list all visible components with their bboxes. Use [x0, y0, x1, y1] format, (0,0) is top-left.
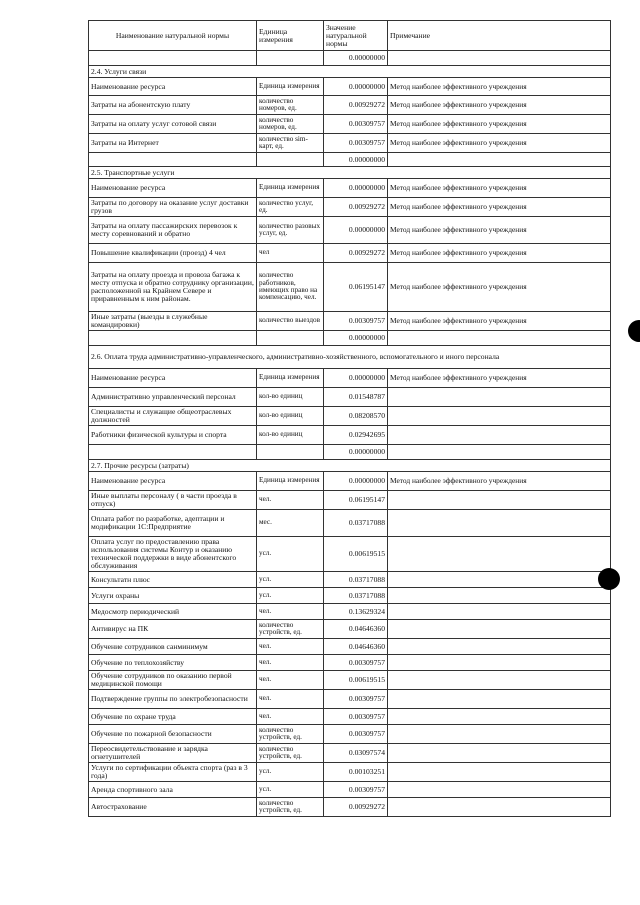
punch-hole-top — [628, 320, 640, 342]
cell-name: Антивирус на ПК — [89, 620, 257, 639]
cell-unit: Единица измерения — [257, 472, 324, 491]
norms-table-page — [88, 20, 610, 817]
cell-unit: чел. — [257, 604, 324, 620]
table-row — [89, 78, 611, 96]
cell-value: 0.02942695 — [324, 426, 388, 445]
table-row — [89, 620, 611, 639]
cell-unit — [257, 153, 324, 167]
header-value: Значение натуральной нормы — [324, 21, 388, 51]
cell-value: 0.00000000 — [324, 179, 388, 198]
cell-note — [388, 782, 611, 798]
cell-name — [89, 445, 257, 460]
cell-value: 0.03717088 — [324, 572, 388, 588]
cell-value: 0.00309757 — [324, 115, 388, 134]
table-row — [89, 510, 611, 537]
cell-note: Метод наиболее эффективного учреждения — [388, 312, 611, 331]
cell-value: 0.04646360 — [324, 639, 388, 655]
cell-name: Оплата работ по разработке, адептации и модификации 1С:Предприятие — [89, 510, 257, 537]
cell-name: Наименование ресурса — [89, 369, 257, 388]
cell-unit: количество услуг, ед. — [257, 198, 324, 217]
cell-name: Обучение сотрудников по оказанию первой медицинской помощи — [89, 671, 257, 690]
table-row — [89, 639, 611, 655]
cell-name: Обучение по охране труда — [89, 709, 257, 725]
header-name: Наименование натуральной нормы — [89, 21, 257, 51]
cell-note — [388, 588, 611, 604]
cell-note: Метод наиболее эффективного учреждения — [388, 179, 611, 198]
cell-value: 0.03097574 — [324, 744, 388, 763]
cell-name: Аренда спортивного зала — [89, 782, 257, 798]
cell-note — [388, 709, 611, 725]
cell-name: Обучение по пожарной безопасности — [89, 725, 257, 744]
table-row — [89, 537, 611, 572]
table-row — [89, 244, 611, 263]
cell-unit — [257, 331, 324, 346]
cell-name — [89, 331, 257, 346]
cell-name: Затраты на оплату проезда и провоза багажа к месту отпуска и обратно сотруднику организации, расположенной на Крайнем Севере и приравненным к ним районам. — [89, 263, 257, 312]
cell-value: 0.06195147 — [324, 263, 388, 312]
cell-value: 0.00000000 — [324, 445, 388, 460]
norms-table — [88, 20, 611, 817]
table-body — [89, 51, 611, 817]
cell-name: Затраты по договору на оказание услуг доставки грузов — [89, 198, 257, 217]
cell-value: 0.03717088 — [324, 510, 388, 537]
table-row — [89, 725, 611, 744]
cell-value: 0.00103251 — [324, 763, 388, 782]
table-row — [89, 312, 611, 331]
cell-name — [89, 153, 257, 167]
cell-note: Метод наиболее эффективного учреждения — [388, 198, 611, 217]
cell-unit: Единица измерения — [257, 179, 324, 198]
cell-name: Оплата услуг по предоставлению права использования системы Контур и оказанию технической поддержки в виде абонентского обслуживания — [89, 537, 257, 572]
section-title: 2.5. Транспортные услуги — [89, 167, 611, 179]
cell-unit: чел. — [257, 491, 324, 510]
table-row — [89, 690, 611, 709]
section-row — [89, 346, 611, 369]
cell-note: Метод наиболее эффективного учреждения — [388, 78, 611, 96]
cell-note — [388, 725, 611, 744]
cell-note — [388, 407, 611, 426]
cell-value: 0.00309757 — [324, 782, 388, 798]
cell-value: 0.08208570 — [324, 407, 388, 426]
cell-note — [388, 690, 611, 709]
cell-name: Административно управленческий персонал — [89, 388, 257, 407]
cell-note — [388, 655, 611, 671]
cell-unit: чел. — [257, 639, 324, 655]
cell-name: Затраты на абонентскую плату — [89, 96, 257, 115]
cell-value: 0.00000000 — [324, 217, 388, 244]
table-row — [89, 153, 611, 167]
cell-value: 0.04646360 — [324, 620, 388, 639]
table-row — [89, 217, 611, 244]
cell-unit: количество устройств, ед. — [257, 725, 324, 744]
cell-unit: количество sim-карт, ед. — [257, 134, 324, 153]
table-row — [89, 134, 611, 153]
table-row — [89, 51, 611, 66]
table-row — [89, 572, 611, 588]
table-row — [89, 198, 611, 217]
cell-note: Метод наиболее эффективного учреждения — [388, 263, 611, 312]
cell-name: Консультатн плюс — [89, 572, 257, 588]
table-row — [89, 744, 611, 763]
cell-value: 0.00000000 — [324, 51, 388, 66]
section-row — [89, 167, 611, 179]
table-row — [89, 115, 611, 134]
cell-name: Медосмотр периодический — [89, 604, 257, 620]
cell-note — [388, 51, 611, 66]
cell-note — [388, 620, 611, 639]
cell-note — [388, 491, 611, 510]
cell-note: Метод наиболее эффективного учреждения — [388, 134, 611, 153]
cell-name: Наименование ресурса — [89, 179, 257, 198]
cell-name: Затраты на Интернет — [89, 134, 257, 153]
cell-unit: количество выездов — [257, 312, 324, 331]
cell-unit: мес. — [257, 510, 324, 537]
section-title: 2.6. Оплата труда административно-управленческого, административно-хозяйственного, вспомогательного и иного персонала — [89, 346, 611, 369]
cell-unit: чел. — [257, 690, 324, 709]
table-row — [89, 96, 611, 115]
cell-name: Подтверждение группы по электробезопасности — [89, 690, 257, 709]
section-row — [89, 66, 611, 78]
table-row — [89, 331, 611, 346]
cell-value: 0.01548787 — [324, 388, 388, 407]
cell-note — [388, 798, 611, 817]
table-row — [89, 426, 611, 445]
cell-unit: количество устройств, ед. — [257, 744, 324, 763]
header-note: Примечание — [388, 21, 611, 51]
cell-value: 0.00619515 — [324, 671, 388, 690]
cell-note: Метод наиболее эффективного учреждения — [388, 217, 611, 244]
cell-name: Работники физической культуры и спорта — [89, 426, 257, 445]
cell-value: 0.00929272 — [324, 96, 388, 115]
section-title: 2.7. Прочие ресурсы (затраты) — [89, 460, 611, 472]
cell-unit: усл. — [257, 572, 324, 588]
table-row — [89, 782, 611, 798]
cell-note: Метод наиболее эффективного учреждения — [388, 244, 611, 263]
cell-name: Затраты на оплату пассажирских перевозок к месту соревнований и обратно — [89, 217, 257, 244]
cell-note — [388, 537, 611, 572]
cell-name: Услуги по сертификации объекта спорта (раз в 3 года) — [89, 763, 257, 782]
table-row — [89, 407, 611, 426]
cell-unit: усл. — [257, 537, 324, 572]
cell-value: 0.00309757 — [324, 655, 388, 671]
table-row — [89, 369, 611, 388]
cell-value: 0.00000000 — [324, 153, 388, 167]
table-row — [89, 709, 611, 725]
cell-unit: чел — [257, 244, 324, 263]
table-row — [89, 763, 611, 782]
cell-note — [388, 510, 611, 537]
cell-unit: кол-во единиц — [257, 388, 324, 407]
cell-name: Затраты на оплату услуг сотовой связи — [89, 115, 257, 134]
cell-name: Обучение сотрудников санминимум — [89, 639, 257, 655]
cell-note — [388, 671, 611, 690]
cell-note — [388, 445, 611, 460]
table-row — [89, 388, 611, 407]
cell-name: Услуги охраны — [89, 588, 257, 604]
cell-note — [388, 572, 611, 588]
table-row — [89, 655, 611, 671]
cell-value: 0.00309757 — [324, 690, 388, 709]
cell-name: Наименование ресурса — [89, 78, 257, 96]
cell-value: 0.00000000 — [324, 369, 388, 388]
cell-unit: количество номеров, ед. — [257, 115, 324, 134]
cell-unit: Единица измерения — [257, 78, 324, 96]
cell-value: 0.00000000 — [324, 331, 388, 346]
cell-unit: Единица измерения — [257, 369, 324, 388]
cell-value: 0.00619515 — [324, 537, 388, 572]
table-row — [89, 179, 611, 198]
table-row — [89, 491, 611, 510]
cell-name: Повышение квалификации (проезд) 4 чел — [89, 244, 257, 263]
cell-note — [388, 763, 611, 782]
cell-note: Метод наиболее эффективного учреждения — [388, 472, 611, 491]
cell-unit: кол-во единиц — [257, 407, 324, 426]
cell-value: 0.03717088 — [324, 588, 388, 604]
cell-unit: кол-во единиц — [257, 426, 324, 445]
cell-note — [388, 331, 611, 346]
cell-note: Метод наиболее эффективного учреждения — [388, 369, 611, 388]
cell-unit — [257, 445, 324, 460]
cell-note — [388, 426, 611, 445]
cell-name — [89, 51, 257, 66]
table-row — [89, 263, 611, 312]
cell-note — [388, 604, 611, 620]
table-row — [89, 445, 611, 460]
cell-unit: усл. — [257, 588, 324, 604]
cell-unit: чел. — [257, 671, 324, 690]
table-row — [89, 604, 611, 620]
section-title: 2.4. Услуги связи — [89, 66, 611, 78]
cell-value: 0.00000000 — [324, 472, 388, 491]
cell-name: Наименование ресурса — [89, 472, 257, 491]
table-row — [89, 671, 611, 690]
cell-unit — [257, 51, 324, 66]
table-row — [89, 588, 611, 604]
table-row — [89, 798, 611, 817]
cell-value: 0.00929272 — [324, 198, 388, 217]
cell-note: Метод наиболее эффективного учреждения — [388, 115, 611, 134]
cell-name: Автострахование — [89, 798, 257, 817]
table-row — [89, 472, 611, 491]
cell-name: Специалисты и служащие общеотраслевых должностей — [89, 407, 257, 426]
cell-note — [388, 153, 611, 167]
punch-hole-bottom — [598, 568, 620, 590]
section-row — [89, 460, 611, 472]
cell-name: Обучение по теплохозяйству — [89, 655, 257, 671]
cell-unit: количество номеров, ед. — [257, 96, 324, 115]
cell-name: Иные выплаты персоналу ( в части проезда в отпуск) — [89, 491, 257, 510]
cell-value: 0.00309757 — [324, 709, 388, 725]
cell-value: 0.00309757 — [324, 134, 388, 153]
table-header-row — [89, 21, 611, 51]
cell-note — [388, 639, 611, 655]
cell-value: 0.00929272 — [324, 798, 388, 817]
cell-note — [388, 744, 611, 763]
cell-note — [388, 388, 611, 407]
cell-value: 0.00309757 — [324, 312, 388, 331]
cell-value: 0.13629324 — [324, 604, 388, 620]
cell-name: Переосвидетельствование и зарядка огнетушителей — [89, 744, 257, 763]
cell-unit: чел. — [257, 709, 324, 725]
cell-note: Метод наиболее эффективного учреждения — [388, 96, 611, 115]
cell-unit: количество устройств, ед. — [257, 620, 324, 639]
cell-value: 0.06195147 — [324, 491, 388, 510]
cell-value: 0.00929272 — [324, 244, 388, 263]
cell-unit: количество устройств, ед. — [257, 798, 324, 817]
cell-unit: усл. — [257, 763, 324, 782]
cell-unit: количество разовых услуг, ед. — [257, 217, 324, 244]
cell-unit: количество работников, имеющих право на компенсацию, чел. — [257, 263, 324, 312]
cell-value: 0.00000000 — [324, 78, 388, 96]
cell-value: 0.00309757 — [324, 725, 388, 744]
cell-name: Иные затраты (выезды в служебные командировки) — [89, 312, 257, 331]
cell-unit: усл. — [257, 782, 324, 798]
cell-unit: чел. — [257, 655, 324, 671]
header-unit: Единица измерения — [257, 21, 324, 51]
